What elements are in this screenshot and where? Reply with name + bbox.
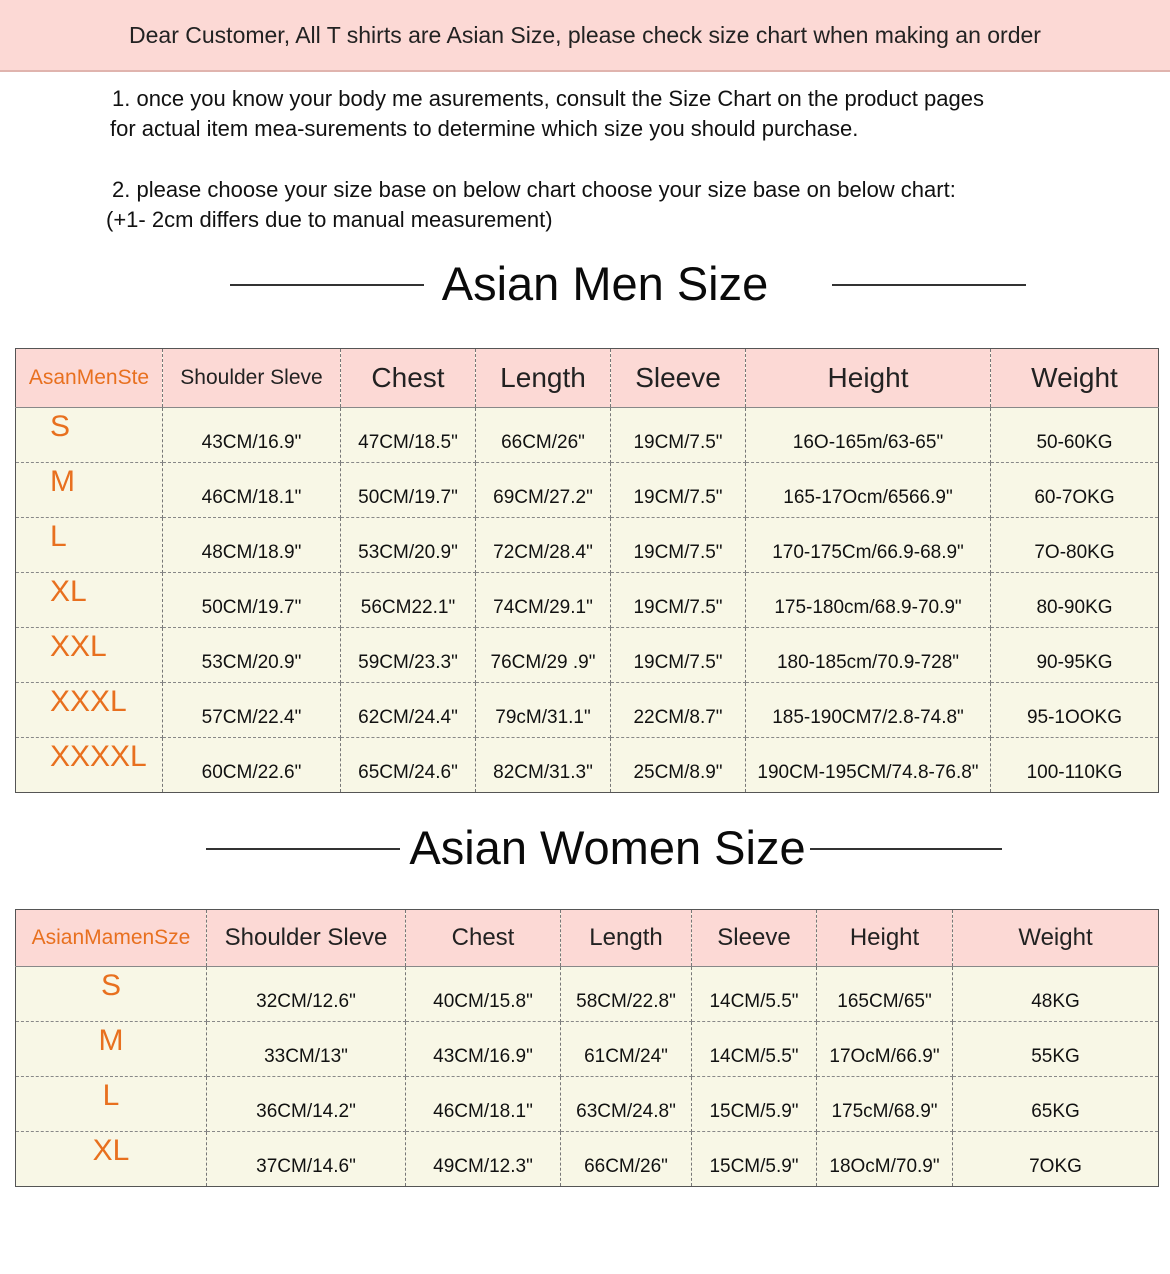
size-label: XXXXL <box>16 738 163 793</box>
table-row <box>16 408 1159 463</box>
shoulder-value: 48CM/18.9" <box>163 518 341 573</box>
length-value: 66CM/26" <box>561 1132 692 1187</box>
sleeve-value: 19CM/7.5" <box>611 518 746 573</box>
height-value: 17OcM/66.9" <box>817 1022 953 1077</box>
sleeve-value: 19CM/7.5" <box>611 628 746 683</box>
height-value: 175-180cm/68.9-70.9" <box>746 573 991 628</box>
men-header-row <box>16 349 1159 408</box>
women-title-rule-left <box>206 848 400 850</box>
sleeve-value: 22CM/8.7" <box>611 683 746 738</box>
women-header-chest: Chest <box>406 910 561 967</box>
size-label: L <box>16 518 163 573</box>
shoulder-value: 60CM/22.6" <box>163 738 341 793</box>
length-value: 82CM/31.3" <box>476 738 611 793</box>
sleeve-value: 15CM/5.9" <box>692 1132 817 1187</box>
men-header-shoulder: Shoulder Sleve <box>163 349 341 408</box>
chest-value: 59CM/23.3" <box>341 628 476 683</box>
instruction-line-1: 1. once you know your body me asurements, consult the Size Chart on the product pages <box>112 86 984 111</box>
length-value: 79cM/31.1" <box>476 683 611 738</box>
length-value: 69CM/27.2" <box>476 463 611 518</box>
table-row <box>16 518 1159 573</box>
size-label: XL <box>16 1132 207 1187</box>
women-header-size: AsianMamenSze <box>16 910 207 967</box>
sleeve-value: 14CM/5.5" <box>692 967 817 1022</box>
women-size-title: Asian Women Size <box>409 821 806 874</box>
height-value: 16O-165m/63-65" <box>746 408 991 463</box>
table-row <box>16 683 1159 738</box>
men-header-chest: Chest <box>341 349 476 408</box>
height-value: 190CM-195CM/74.8-76.8" <box>746 738 991 793</box>
length-value: 61CM/24" <box>561 1022 692 1077</box>
height-value: 175cM/68.9" <box>817 1077 953 1132</box>
length-value: 72CM/28.4" <box>476 518 611 573</box>
height-value: 170-175Cm/66.9-68.9" <box>746 518 991 573</box>
table-row <box>16 738 1159 793</box>
shoulder-value: 37CM/14.6" <box>207 1132 406 1187</box>
shoulder-value: 50CM/19.7" <box>163 573 341 628</box>
shoulder-value: 53CM/20.9" <box>163 628 341 683</box>
size-label: L <box>16 1077 207 1132</box>
chest-value: 62CM/24.4" <box>341 683 476 738</box>
notice-banner <box>0 0 1170 72</box>
shoulder-value: 57CM/22.4" <box>163 683 341 738</box>
sleeve-value: 19CM/7.5" <box>611 463 746 518</box>
men-header-length: Length <box>476 349 611 408</box>
shoulder-value: 36CM/14.2" <box>207 1077 406 1132</box>
height-value: 180-185cm/70.9-728" <box>746 628 991 683</box>
women-header-row <box>16 910 1159 967</box>
men-size-title: Asian Men Size <box>441 257 769 310</box>
weight-value: 50-60KG <box>991 408 1159 463</box>
weight-value: 65KG <box>953 1077 1159 1132</box>
shoulder-value: 46CM/18.1" <box>163 463 341 518</box>
chest-value: 43CM/16.9" <box>406 1022 561 1077</box>
women-title-rule-right <box>810 848 1002 850</box>
height-value: 185-190CM7/2.8-74.8" <box>746 683 991 738</box>
shoulder-value: 32CM/12.6" <box>207 967 406 1022</box>
weight-value: 55KG <box>953 1022 1159 1077</box>
weight-value: 60-7OKG <box>991 463 1159 518</box>
height-value: 165CM/65" <box>817 967 953 1022</box>
length-value: 63CM/24.8" <box>561 1077 692 1132</box>
chest-value: 50CM/19.7" <box>341 463 476 518</box>
sleeve-value: 15CM/5.9" <box>692 1077 817 1132</box>
men-header-sleeve: Sleeve <box>611 349 746 408</box>
table-row <box>16 1077 1159 1132</box>
men-size-table <box>15 348 1159 793</box>
shoulder-value: 43CM/16.9" <box>163 408 341 463</box>
women-size-table <box>15 909 1159 1187</box>
women-header-height: Height <box>817 910 953 967</box>
women-header-shoulder: Shoulder Sleve <box>207 910 406 967</box>
table-row <box>16 463 1159 518</box>
women-header-sleeve: Sleeve <box>692 910 817 967</box>
men-header-weight: Weight <box>991 349 1159 408</box>
shoulder-value: 33CM/13" <box>207 1022 406 1077</box>
women-header-length: Length <box>561 910 692 967</box>
size-label: M <box>16 463 163 518</box>
weight-value: 48KG <box>953 967 1159 1022</box>
height-value: 165-17Ocm/6566.9" <box>746 463 991 518</box>
men-title-rule-right <box>832 284 1026 286</box>
table-row <box>16 967 1159 1022</box>
chest-value: 46CM/18.1" <box>406 1077 561 1132</box>
sleeve-value: 25CM/8.9" <box>611 738 746 793</box>
instruction-line-4: (+1- 2cm differs due to manual measurement) <box>106 207 553 232</box>
length-value: 58CM/22.8" <box>561 967 692 1022</box>
table-row <box>16 1022 1159 1077</box>
size-label: M <box>16 1022 207 1077</box>
sleeve-value: 19CM/7.5" <box>611 573 746 628</box>
table-row <box>16 573 1159 628</box>
weight-value: 7OKG <box>1029 1156 1082 1177</box>
length-value: 76CM/29 .9" <box>476 628 611 683</box>
chest-value: 49CM/12.3" <box>406 1132 561 1187</box>
men-title-rule-left <box>230 284 424 286</box>
banner-text: Dear Customer, All T shirts are Asian Size, please check size chart when making an order <box>129 21 1041 48</box>
table-row <box>16 628 1159 683</box>
women-header-weight: Weight <box>953 910 1159 967</box>
size-label: XL <box>16 573 163 628</box>
size-label: S <box>16 408 163 463</box>
chest-value: 53CM/20.9" <box>341 518 476 573</box>
weight-value: 100-110KG <box>1026 762 1123 783</box>
chest-value: 65CM/24.6" <box>341 738 476 793</box>
sleeve-value: 14CM/5.5" <box>692 1022 817 1077</box>
weight-value: 7O-80KG <box>991 518 1159 573</box>
sleeve-value: 19CM/7.5" <box>611 408 746 463</box>
size-label: XXL <box>16 628 163 683</box>
weight-value: 80-90KG <box>991 573 1159 628</box>
size-label: XXXL <box>16 683 163 738</box>
instruction-line-3: 2. please choose your size base on below chart choose your size base on below chart: <box>112 177 956 202</box>
chest-value: 47CM/18.5" <box>341 408 476 463</box>
size-label: S <box>16 967 207 1022</box>
table-row <box>16 1132 1159 1187</box>
men-header-height: Height <box>746 349 991 408</box>
weight-value: 90-95KG <box>991 628 1159 683</box>
men-header-size: AsanMenSte <box>16 349 163 408</box>
height-value: 18OcM/70.9" <box>817 1132 953 1187</box>
instruction-line-2: for actual item mea-surements to determine which size you should purchase. <box>110 116 859 141</box>
length-value: 66CM/26" <box>476 408 611 463</box>
chest-value: 56CM22.1" <box>341 573 476 628</box>
length-value: 74CM/29.1" <box>476 573 611 628</box>
chest-value: 40CM/15.8" <box>406 967 561 1022</box>
weight-value: 95-1OOKG <box>991 683 1159 738</box>
